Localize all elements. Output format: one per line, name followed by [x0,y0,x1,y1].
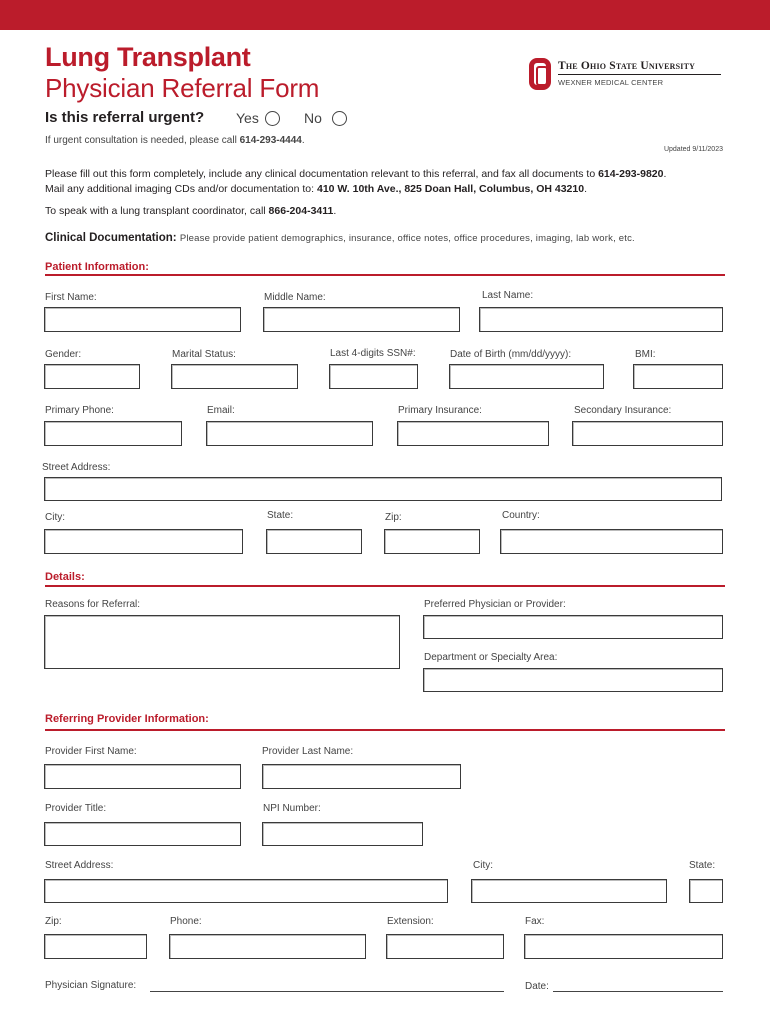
provider-zip-label: Zip: [45,916,62,927]
email-label: Email: [207,405,235,416]
secondary-insurance-field[interactable] [572,421,723,446]
provider-street-label: Street Address: [45,860,114,871]
yes-option-label: Yes [236,110,259,126]
medical-center-name: WEXNER MEDICAL CENTER [558,78,664,87]
form-title-line1: Lung Transplant [45,42,251,72]
state-field[interactable] [266,529,362,554]
provider-last-name-field[interactable] [262,764,461,789]
clinical-documentation: Clinical Documentation: Please provide patient demographics, insurance, office notes, office procedures, imaging, lab work, etc. [45,232,635,244]
date-label: Date: [525,981,549,992]
ssn-label: Last 4-digits SSN#: [330,348,416,359]
primary-phone-label: Primary Phone: [45,405,114,416]
provider-fax-field[interactable] [524,934,723,959]
city-label: City: [45,512,65,523]
gender-label: Gender: [45,349,82,360]
provider-title-field[interactable] [44,822,241,846]
details-heading: Details: [45,571,85,583]
dob-field[interactable] [449,364,604,389]
signature-line[interactable] [150,991,504,992]
form-title-line2: Physician Referral Form [45,73,320,103]
urgent-question: Is this referral urgent? [45,109,205,126]
university-name: The Ohio State University [558,60,696,72]
primary-insurance-field[interactable] [397,421,549,446]
secondary-insurance-label: Secondary Insurance: [574,405,672,416]
provider-city-field[interactable] [471,879,667,903]
provider-last-name-label: Provider Last Name: [262,746,354,757]
department-label: Department or Specialty Area: [424,652,558,663]
bmi-label: BMI: [635,349,656,360]
ssn-field[interactable] [329,364,418,389]
provider-phone-label: Phone: [170,916,202,927]
details-rule [45,585,725,587]
block-o-logo-icon [529,58,551,90]
provider-state-label: State: [689,860,716,871]
instructions-line1: Please fill out this form completely, include any clinical documentation relevant to this referral, and fax all documents to 614-293-9820. [45,168,667,180]
provider-rule [45,729,725,731]
urgent-note: If urgent consultation is needed, please call 614-293-4444. [45,135,305,146]
street-address-label: Street Address: [42,462,111,473]
provider-street-field[interactable] [44,879,448,903]
urgent-yes-radio[interactable] [265,111,280,126]
marital-status-field[interactable] [171,364,298,389]
npi-label: NPI Number: [263,803,321,814]
primary-phone-field[interactable] [44,421,182,446]
country-field[interactable] [500,529,723,554]
urgent-phone: 614-293-4444 [239,135,302,146]
date-line[interactable] [553,991,723,992]
provider-first-name-field[interactable] [44,764,241,789]
no-option-label: No [304,110,322,126]
updated-date: Updated 9/11/2023 [663,146,723,153]
logo-divider [558,74,721,75]
first-name-label: First Name: [45,292,97,303]
marital-status-label: Marital Status: [172,349,236,360]
urgent-no-radio[interactable] [332,111,347,126]
city-field[interactable] [44,529,243,554]
provider-zip-field[interactable] [44,934,147,959]
reasons-label: Reasons for Referral: [45,599,141,610]
gender-field[interactable] [44,364,140,389]
provider-heading: Referring Provider Information: [45,713,209,725]
provider-title-label: Provider Title: [45,803,107,814]
npi-field[interactable] [262,822,423,846]
signature-label: Physician Signature: [45,980,137,991]
state-label: State: [267,510,294,521]
instructions-line3: To speak with a lung transplant coordinator, call 866-204-3411. [45,205,337,217]
provider-first-name-label: Provider First Name: [45,746,137,757]
instructions-line2: Mail any additional imaging CDs and/or documentation to: 410 W. 10th Ave., 825 Doan Hall, Columbus, OH 43210. [45,183,587,195]
provider-phone-field[interactable] [169,934,366,959]
provider-city-label: City: [473,860,493,871]
preferred-physician-field[interactable] [423,615,723,639]
country-label: Country: [502,510,540,521]
last-name-label: Last Name: [482,290,534,301]
zip-label: Zip: [385,512,402,523]
zip-field[interactable] [384,529,480,554]
extension-label: Extension: [387,916,434,927]
street-address-field[interactable] [44,477,722,501]
middle-name-field[interactable] [263,307,460,332]
top-brand-bar [0,0,770,30]
bmi-field[interactable] [633,364,723,389]
middle-name-label: Middle Name: [264,292,326,303]
email-field[interactable] [206,421,373,446]
department-field[interactable] [423,668,723,692]
provider-fax-label: Fax: [525,916,545,927]
dob-label: Date of Birth (mm/dd/yyyy): [450,349,572,360]
preferred-physician-label: Preferred Physician or Provider: [424,599,566,610]
provider-state-field[interactable] [689,879,723,903]
last-name-field[interactable] [479,307,723,332]
extension-field[interactable] [386,934,504,959]
patient-info-rule [45,274,725,276]
reasons-field[interactable] [44,615,400,669]
first-name-field[interactable] [44,307,241,332]
primary-insurance-label: Primary Insurance: [398,405,482,416]
patient-info-heading: Patient Information: [45,261,149,273]
